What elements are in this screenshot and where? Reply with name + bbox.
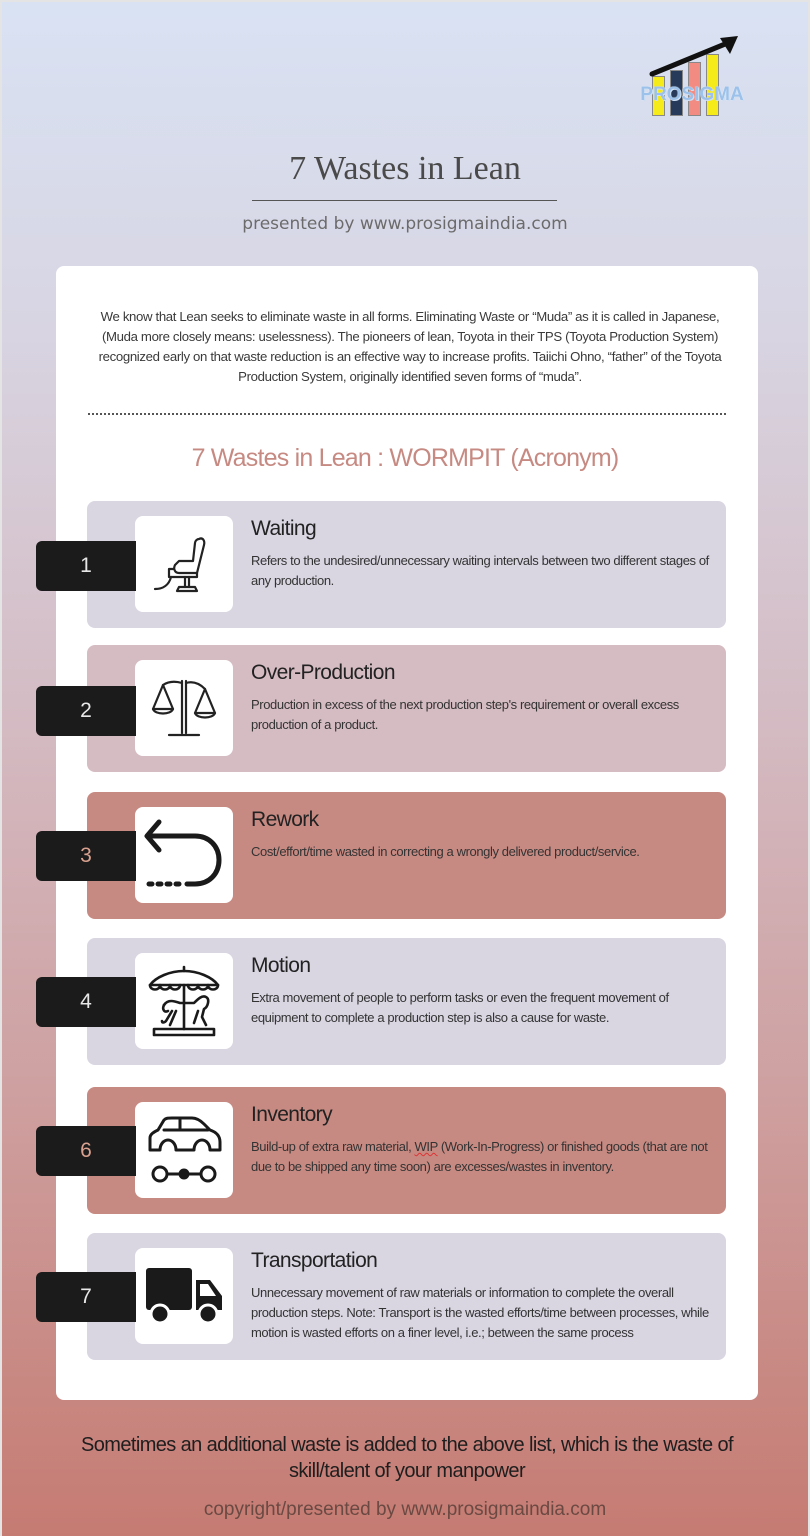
icon-box — [135, 1102, 233, 1198]
icon-box — [135, 1248, 233, 1344]
copyright-text: copyright/presented by www.prosigmaindia.com — [203, 1499, 607, 1520]
waste-item-rework — [87, 792, 726, 919]
page-title: 7 Wastes in Lean — [289, 150, 521, 187]
waste-number-badge — [36, 977, 136, 1027]
waste-number: 4 — [80, 990, 92, 1013]
waste-number-badge — [36, 1126, 136, 1176]
barber-chair-icon — [149, 529, 219, 599]
title-divider — [252, 200, 557, 201]
waste-number-badge — [36, 1272, 136, 1322]
waste-number: 1 — [80, 554, 92, 577]
waste-description — [251, 1137, 711, 1177]
waste-description: Production in excess of the next production step's requirement or overall excess production of a product. — [251, 697, 679, 732]
waste-title: Inventory — [251, 1103, 332, 1126]
waste-description: Refers to the undesired/unnecessary waiting intervals between two different stages of any production. — [251, 553, 709, 588]
section-title: 7 Wastes in Lean : WORMPIT (Acronym) — [191, 444, 619, 472]
description-part: Build-up of extra raw material, — [251, 1139, 415, 1154]
waste-title: Motion — [251, 954, 311, 977]
waste-title: Transportation — [251, 1249, 378, 1272]
footer-note: Sometimes an additional waste is added to the above list, which is the waste of skill/talent of your manpower — [81, 1434, 733, 1482]
waste-number: 2 — [80, 699, 92, 722]
dotted-divider — [88, 413, 726, 415]
waste-number-badge — [36, 831, 136, 881]
intro-paragraph: We know that Lean seeks to eliminate waste in all forms. Eliminating Waste or “Muda” as it is called in Japanese, (Muda more closely means: uselessness). The pioneers of lean, Toyota in their TPS (Toyota Production System) recognized early on that waste reduction is an effective way to increase profits. Taiichi Ohno, “father” of the Toyota Production System, originally identified seven forms of “muda”. — [98, 309, 722, 384]
waste-number-badge — [36, 541, 136, 591]
waste-title: Rework — [251, 808, 319, 831]
waste-number: 6 — [80, 1139, 92, 1162]
waste-description: Extra movement of people to perform tasks or even the frequent movement of equipment to complete a production step is also a cause for waste. — [251, 990, 669, 1025]
infographic-page — [2, 2, 808, 1536]
carousel-horse-icon — [146, 963, 222, 1039]
car-body-axle-icon — [144, 1112, 224, 1188]
delivery-truck-icon — [144, 1266, 224, 1326]
prosigma-logo — [638, 32, 748, 122]
trend-arrow-icon — [638, 32, 748, 82]
description-part: (Work-In-Progress) or finished goods (that are not due to be shipped any time soon) are excesses/wastes in inventory. — [251, 1139, 708, 1174]
waste-number: 3 — [80, 844, 92, 867]
balance-scale-icon — [149, 673, 219, 743]
waste-item-inventory — [87, 1087, 726, 1214]
waste-item-transportation — [87, 1233, 726, 1360]
waste-description: Unnecessary movement of raw materials or information to complete the overall production steps. Note: Transport is the wasted efforts/time between processes, while motion is wasted efforts on a finer level, i.e.; between the same process — [251, 1285, 709, 1340]
icon-box — [135, 516, 233, 612]
wip-term: WIP — [414, 1139, 438, 1154]
waste-number-badge — [36, 686, 136, 736]
waste-item-over-production — [87, 645, 726, 772]
icon-box — [135, 807, 233, 903]
page-subtitle: presented by www.prosigmaindia.com — [242, 214, 568, 234]
waste-item-motion — [87, 938, 726, 1065]
icon-box — [135, 660, 233, 756]
u-turn-arrow-icon — [143, 818, 225, 892]
waste-title: Over-Production — [251, 661, 395, 684]
waste-description: Cost/effort/time wasted in correcting a wrongly delivered product/service. — [251, 844, 640, 859]
waste-number: 7 — [80, 1285, 92, 1308]
logo-brand-text: PROSIGMA — [640, 84, 744, 105]
icon-box — [135, 953, 233, 1049]
waste-item-waiting — [87, 501, 726, 628]
waste-title: Waiting — [251, 517, 317, 540]
